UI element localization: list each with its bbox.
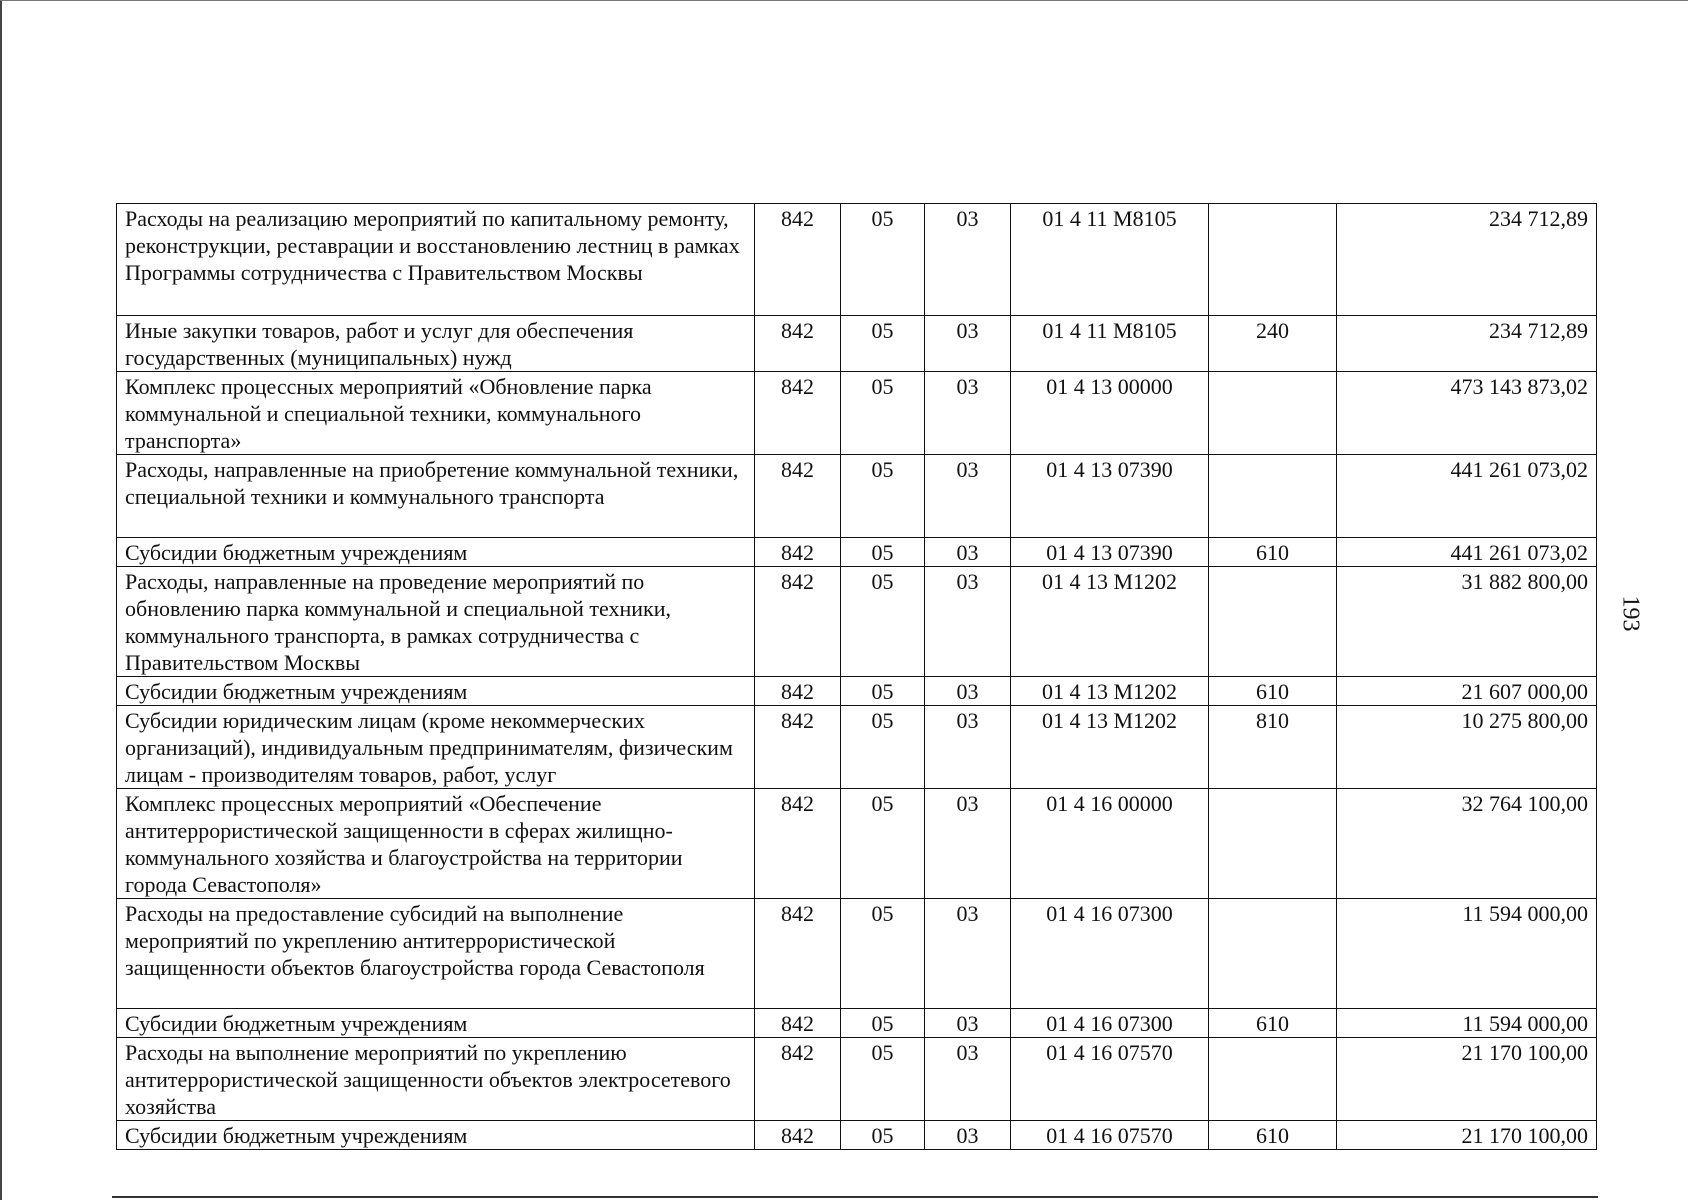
row-name-cell: Расходы, направленные на проведение мероприятий по обновлению парка коммунальной и специальной техники, коммунального транспорта, в рамках сотрудничества с Правительством Москвы [117, 567, 755, 677]
expense-type-cell [1209, 455, 1337, 538]
amount-cell: 11 594 000,00 [1337, 899, 1597, 1009]
section-code-cell: 05 [841, 677, 925, 706]
table-row [117, 1038, 1597, 1121]
target-article-cell: 01 4 16 00000 [1011, 789, 1209, 899]
subsection-code-cell: 03 [925, 1038, 1011, 1121]
section-code-cell: 05 [841, 789, 925, 899]
section-code-cell: 05 [841, 899, 925, 1009]
table-row [117, 567, 1597, 677]
expense-type-cell [1209, 372, 1337, 455]
expense-type-cell: 610 [1209, 1121, 1337, 1150]
amount-cell: 11 594 000,00 [1337, 1009, 1597, 1038]
subsection-code-cell: 03 [925, 677, 1011, 706]
row-name-cell: Расходы на предоставление субсидий на выполнение мероприятий по укреплению антитеррористической защищенности объектов благоустройства города Севастополя [117, 899, 755, 1009]
row-name-cell: Расходы, направленные на приобретение коммунальной техники, специальной техники и коммунального транспорта [117, 455, 755, 538]
table-row [117, 899, 1597, 1009]
amount-cell: 10 275 800,00 [1337, 706, 1597, 789]
table-row [117, 538, 1597, 567]
row-name-cell: Комплекс процессных мероприятий «Обеспечение антитеррористической защищенности в сферах жилищно-коммунального хозяйства и благоустройства на территории города Севастополя» [117, 789, 755, 899]
budget-table [116, 203, 1597, 1150]
subsection-code-cell: 03 [925, 789, 1011, 899]
ministry-code-cell: 842 [755, 899, 841, 1009]
expense-type-cell [1209, 204, 1337, 316]
amount-cell: 441 261 073,02 [1337, 538, 1597, 567]
amount-cell: 234 712,89 [1337, 316, 1597, 372]
ministry-code-cell: 842 [755, 1009, 841, 1038]
row-name-cell: Расходы на реализацию мероприятий по капитальному ремонту, реконструкции, реставрации и восстановлению лестниц в рамках Программы сотрудничества с Правительством Москвы [117, 204, 755, 316]
expense-type-cell [1209, 567, 1337, 677]
target-article-cell: 01 4 13 М1202 [1011, 677, 1209, 706]
subsection-code-cell: 03 [925, 372, 1011, 455]
expense-type-cell: 610 [1209, 1009, 1337, 1038]
target-article-cell: 01 4 11 М8105 [1011, 316, 1209, 372]
section-code-cell: 05 [841, 706, 925, 789]
amount-cell: 234 712,89 [1337, 204, 1597, 316]
ministry-code-cell: 842 [755, 372, 841, 455]
ministry-code-cell: 842 [755, 567, 841, 677]
budget-table-wrapper [116, 203, 1596, 1150]
target-article-cell: 01 4 16 07300 [1011, 899, 1209, 1009]
row-name-cell: Субсидии бюджетным учреждениям [117, 677, 755, 706]
amount-cell: 473 143 873,02 [1337, 372, 1597, 455]
ministry-code-cell: 842 [755, 455, 841, 538]
table-row [117, 789, 1597, 899]
page-number: 193 [1617, 595, 1644, 632]
subsection-code-cell: 03 [925, 899, 1011, 1009]
expense-type-cell [1209, 1038, 1337, 1121]
table-row [117, 706, 1597, 789]
table-row [117, 455, 1597, 538]
row-name-cell: Субсидии бюджетным учреждениям [117, 538, 755, 567]
ministry-code-cell: 842 [755, 1038, 841, 1121]
ministry-code-cell: 842 [755, 706, 841, 789]
row-name-cell: Субсидии бюджетным учреждениям [117, 1121, 755, 1150]
section-code-cell: 05 [841, 204, 925, 316]
section-code-cell: 05 [841, 538, 925, 567]
target-article-cell: 01 4 16 07300 [1011, 1009, 1209, 1038]
section-code-cell: 05 [841, 455, 925, 538]
subsection-code-cell: 03 [925, 1121, 1011, 1150]
section-code-cell: 05 [841, 1038, 925, 1121]
ministry-code-cell: 842 [755, 789, 841, 899]
ministry-code-cell: 842 [755, 538, 841, 567]
target-article-cell: 01 4 13 М1202 [1011, 567, 1209, 677]
target-article-cell: 01 4 13 07390 [1011, 455, 1209, 538]
amount-cell: 31 882 800,00 [1337, 567, 1597, 677]
subsection-code-cell: 03 [925, 538, 1011, 567]
amount-cell: 21 607 000,00 [1337, 677, 1597, 706]
section-code-cell: 05 [841, 316, 925, 372]
target-article-cell: 01 4 13 07390 [1011, 538, 1209, 567]
table-row [117, 204, 1597, 316]
row-name-cell: Комплекс процессных мероприятий «Обновление парка коммунальной и специальной техники, коммунального транспорта» [117, 372, 755, 455]
table-row [117, 316, 1597, 372]
expense-type-cell [1209, 899, 1337, 1009]
target-article-cell: 01 4 13 М1202 [1011, 706, 1209, 789]
table-row [117, 677, 1597, 706]
ministry-code-cell: 842 [755, 316, 841, 372]
amount-cell: 32 764 100,00 [1337, 789, 1597, 899]
ministry-code-cell: 842 [755, 677, 841, 706]
ministry-code-cell: 842 [755, 1121, 841, 1150]
subsection-code-cell: 03 [925, 316, 1011, 372]
target-article-cell: 01 4 11 М8105 [1011, 204, 1209, 316]
section-code-cell: 05 [841, 372, 925, 455]
ministry-code-cell: 842 [755, 204, 841, 316]
amount-cell: 441 261 073,02 [1337, 455, 1597, 538]
row-name-cell: Расходы на выполнение мероприятий по укреплению антитеррористической защищенности объектов электросетевого хозяйства [117, 1038, 755, 1121]
expense-type-cell: 240 [1209, 316, 1337, 372]
amount-cell: 21 170 100,00 [1337, 1121, 1597, 1150]
table-row [117, 1121, 1597, 1150]
section-code-cell: 05 [841, 1121, 925, 1150]
table-row [117, 372, 1597, 455]
footer-rule [112, 1196, 1598, 1198]
target-article-cell: 01 4 13 00000 [1011, 372, 1209, 455]
subsection-code-cell: 03 [925, 567, 1011, 677]
subsection-code-cell: 03 [925, 706, 1011, 789]
row-name-cell: Иные закупки товаров, работ и услуг для обеспечения государственных (муниципальных) нужд [117, 316, 755, 372]
row-name-cell: Субсидии юридическим лицам (кроме некоммерческих организаций), индивидуальным предпринимателям, физическим лицам - производителям товаров, работ, услуг [117, 706, 755, 789]
expense-type-cell [1209, 789, 1337, 899]
amount-cell: 21 170 100,00 [1337, 1038, 1597, 1121]
scan-edge-left [0, 0, 2, 1200]
subsection-code-cell: 03 [925, 455, 1011, 538]
budget-table-body [117, 204, 1597, 1150]
row-name-cell: Субсидии бюджетным учреждениям [117, 1009, 755, 1038]
expense-type-cell: 610 [1209, 538, 1337, 567]
target-article-cell: 01 4 16 07570 [1011, 1038, 1209, 1121]
expense-type-cell: 810 [1209, 706, 1337, 789]
section-code-cell: 05 [841, 567, 925, 677]
expense-type-cell: 610 [1209, 677, 1337, 706]
subsection-code-cell: 03 [925, 1009, 1011, 1038]
target-article-cell: 01 4 16 07570 [1011, 1121, 1209, 1150]
section-code-cell: 05 [841, 1009, 925, 1038]
subsection-code-cell: 03 [925, 204, 1011, 316]
scan-edge-top [0, 0, 1688, 1]
table-row [117, 1009, 1597, 1038]
